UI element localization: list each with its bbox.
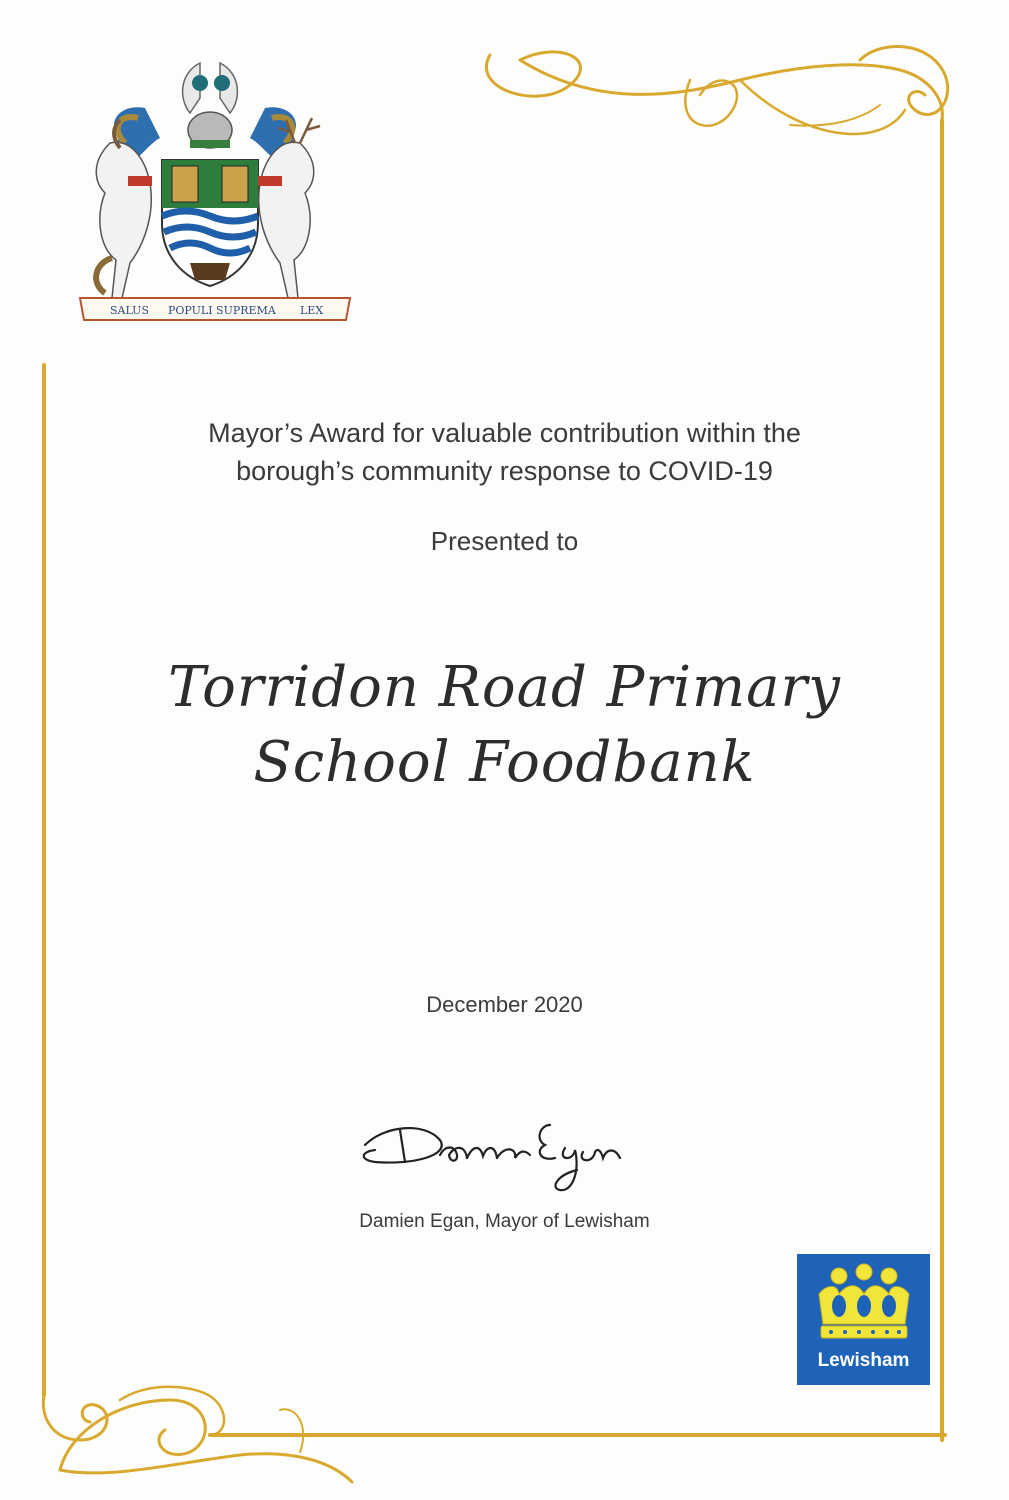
recipient-name-line-1: Torridon Road Primary xyxy=(168,655,841,720)
award-line-1: Mayor’s Award for valuable contribution within the xyxy=(208,418,801,448)
award-line-2: borough’s community response to COVID-19 xyxy=(236,456,773,486)
recipient-name-line-2: School Foodbank xyxy=(253,730,756,795)
coat-of-arms-icon xyxy=(50,48,360,330)
logo-text: Lewisham xyxy=(817,1350,910,1371)
award-date: December 2020 xyxy=(426,992,583,1017)
motto-populi: POPULI SUPREMA xyxy=(168,304,276,317)
presented-to-label: Presented to xyxy=(430,526,579,556)
motto-lex: LEX xyxy=(300,304,324,317)
lewisham-logo xyxy=(797,1254,930,1385)
motto-salus: SALUS xyxy=(110,304,149,317)
signatory-name: Damien Egan, Mayor of Lewisham xyxy=(359,1211,650,1232)
handwritten-signature xyxy=(345,1100,645,1200)
award-title xyxy=(0,414,1009,490)
